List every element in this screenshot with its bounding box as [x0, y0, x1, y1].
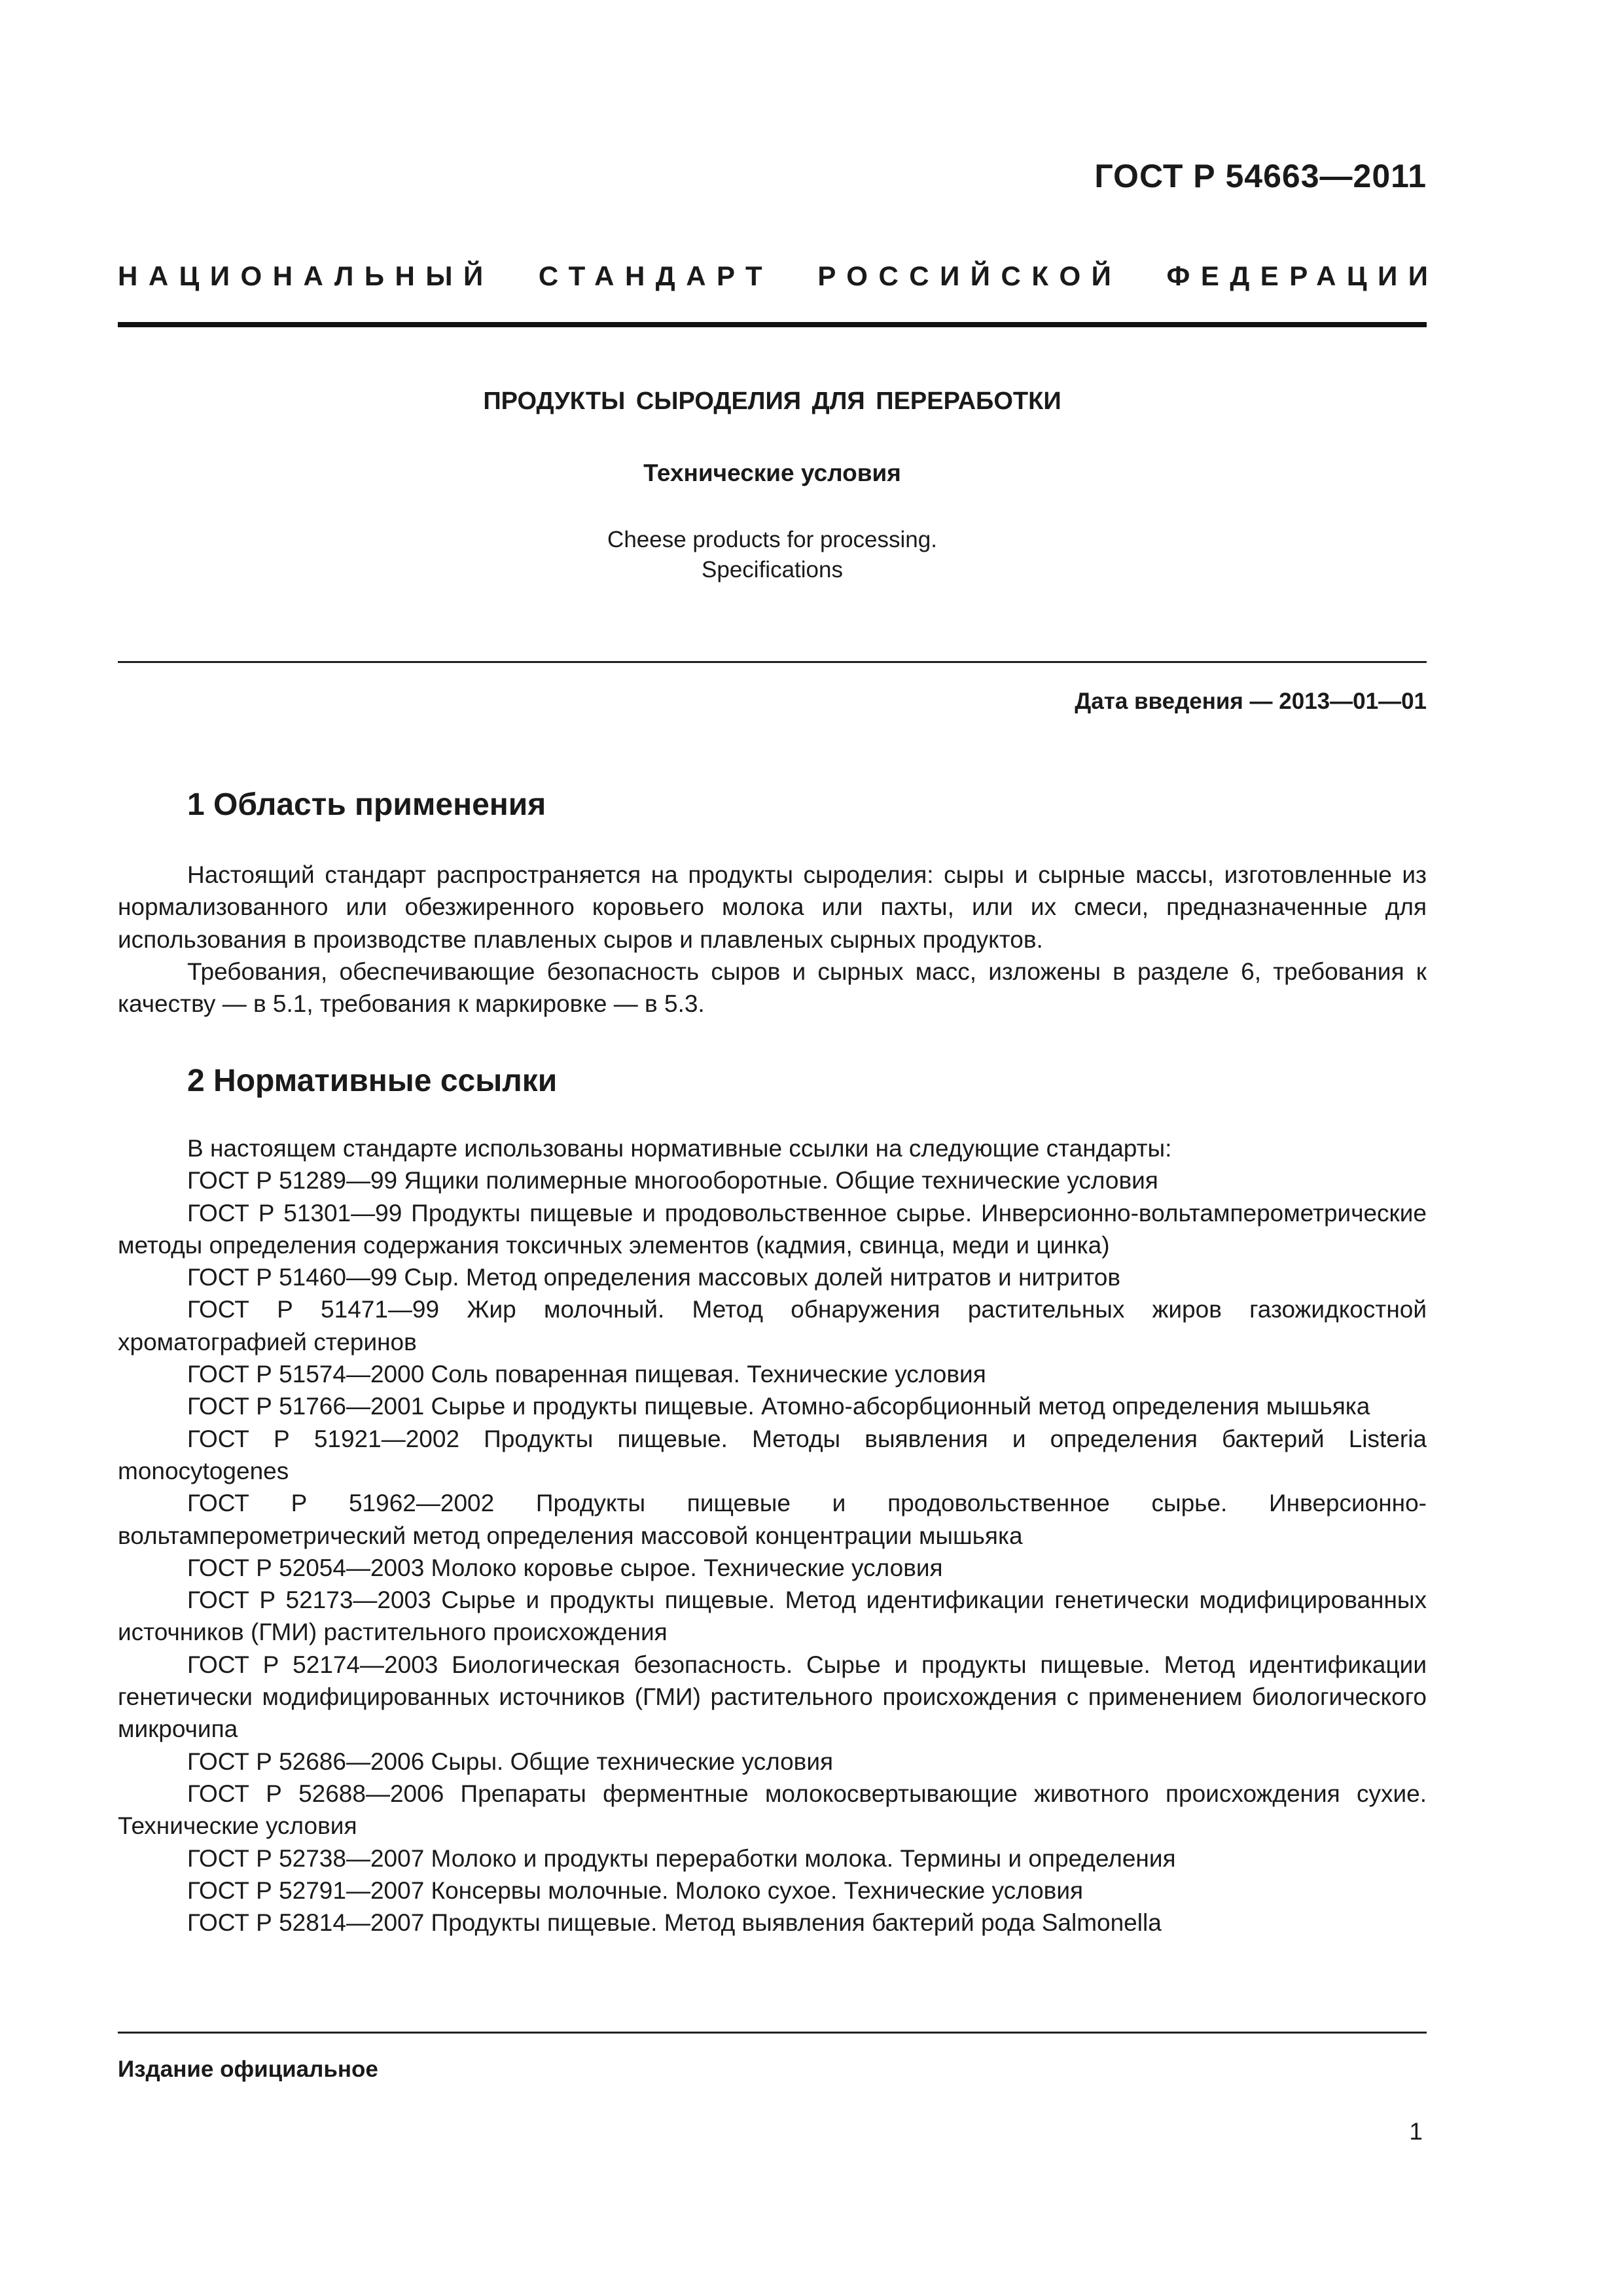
- document-subtitle: Технические условия: [643, 459, 901, 486]
- reference-item: ГОСТ Р 51460—99 Сыр. Метод определения массовых долей нитратов и нитритов: [187, 1264, 1121, 1291]
- footer-divider: [118, 2032, 1427, 2034]
- title-divider: [118, 661, 1427, 663]
- reference-item: ГОСТ Р 51921—2002 Продукты пищевые. Методы выявления и определения бактерий Listeria monocytogenes: [118, 1425, 1427, 1484]
- reference-item: ГОСТ Р 51301—99 Продукты пищевые и продовольственное сырье. Инверсионно-вольтамперометрические методы определения содержания токсичных элементов (кадмия, свинца, меди и цинка): [118, 1199, 1427, 1259]
- section-1-paragraph: Настоящий стандарт распространяется на продукты сыроделия: сыры и сырные массы, изготовленные из нормализованного или обезжиренного коровьего молока или пахты, или их смеси, предназначенные для использования в производстве плавленых сыров и плавленых сырных продуктов.: [118, 861, 1427, 953]
- header-divider: [118, 322, 1427, 327]
- section-1-paragraph: Требования, обеспечивающие безопасность сыров и сырных масс, изложены в разделе 6, требования к качеству — в 5.1, требования к маркировке — в 5.3.: [118, 958, 1427, 1018]
- english-title-line-2: Specifications: [702, 557, 843, 583]
- reference-item: ГОСТ Р 52814—2007 Продукты пищевые. Метод выявления бактерий рода Salmonella: [187, 1909, 1162, 1937]
- document-title: ПРОДУКТЫ СЫРОДЕЛИЯ ДЛЯ ПЕРЕРАБОТКИ: [483, 387, 1061, 415]
- reference-item: ГОСТ Р 51289—99 Ящики полимерные многооборотные. Общие технические условия: [187, 1167, 1158, 1194]
- reference-item: ГОСТ Р 52174—2003 Биологическая безопасность. Сырье и продукты пищевые. Метод идентификации генетически модифицированных источников (ГМИ) растительного происхождения с применением биологического микрочипа: [118, 1651, 1427, 1743]
- reference-item: ГОСТ Р 51962—2002 Продукты пищевые и продовольственное сырье. Инверсионно-вольтамперометрический метод определения массовой концентрации мышьяка: [118, 1490, 1427, 1549]
- reference-item: ГОСТ Р 52738—2007 Молоко и продукты переработки молока. Термины и определения: [187, 1844, 1176, 1872]
- reference-item: ГОСТ Р 51766—2001 Сырье и продукты пищевые. Атомно-абсорбционный метод определения мышьяка: [187, 1393, 1370, 1420]
- references-intro: В настоящем стандарте использованы нормативные ссылки на следующие стандарты:: [187, 1135, 1172, 1162]
- reference-item: ГОСТ Р 52686—2006 Сыры. Общие технические условия: [187, 1748, 834, 1775]
- national-standard-title: НАЦИОНАЛЬНЫЙ СТАНДАРТ РОССИЙСКОЙ ФЕДЕРАЦИИ: [118, 260, 1439, 291]
- reference-item: ГОСТ Р 52791—2007 Консервы молочные. Молоко сухое. Технические условия: [187, 1876, 1084, 1904]
- reference-item: ГОСТ Р 52054—2003 Молоко коровье сырое. Технические условия: [187, 1554, 943, 1581]
- document-page: [118, 0, 1439, 2296]
- section-1-body: [118, 859, 1427, 1020]
- section-2-body: [118, 1132, 1427, 1939]
- section-1-heading: 1 Область применения: [187, 787, 546, 822]
- gost-number: ГОСТ Р 54663—2011: [1094, 158, 1427, 194]
- reference-item: ГОСТ Р 51574—2000 Соль поваренная пищевая. Технические условия: [187, 1361, 986, 1388]
- introduction-date: Дата введения — 2013—01—01: [1075, 689, 1427, 714]
- section-2-heading: 2 Нормативные ссылки: [187, 1064, 558, 1098]
- english-title-line-1: Cheese products for processing.: [607, 527, 937, 552]
- page-number: 1: [1409, 2118, 1423, 2145]
- reference-item: ГОСТ Р 52173—2003 Сырье и продукты пищевые. Метод идентификации генетически модифицированных источников (ГМИ) растительного происхождения: [118, 1587, 1427, 1646]
- reference-item: ГОСТ Р 51471—99 Жир молочный. Метод обнаружения растительных жиров газожидкостной хроматографией стеринов: [118, 1296, 1427, 1355]
- english-title: [118, 525, 1427, 585]
- official-edition-label: Издание официальное: [118, 2056, 378, 2082]
- reference-item: ГОСТ Р 52688—2006 Препараты ферментные молокосвертывающие животного происхождения сухие. Технические условия: [118, 1780, 1427, 1840]
